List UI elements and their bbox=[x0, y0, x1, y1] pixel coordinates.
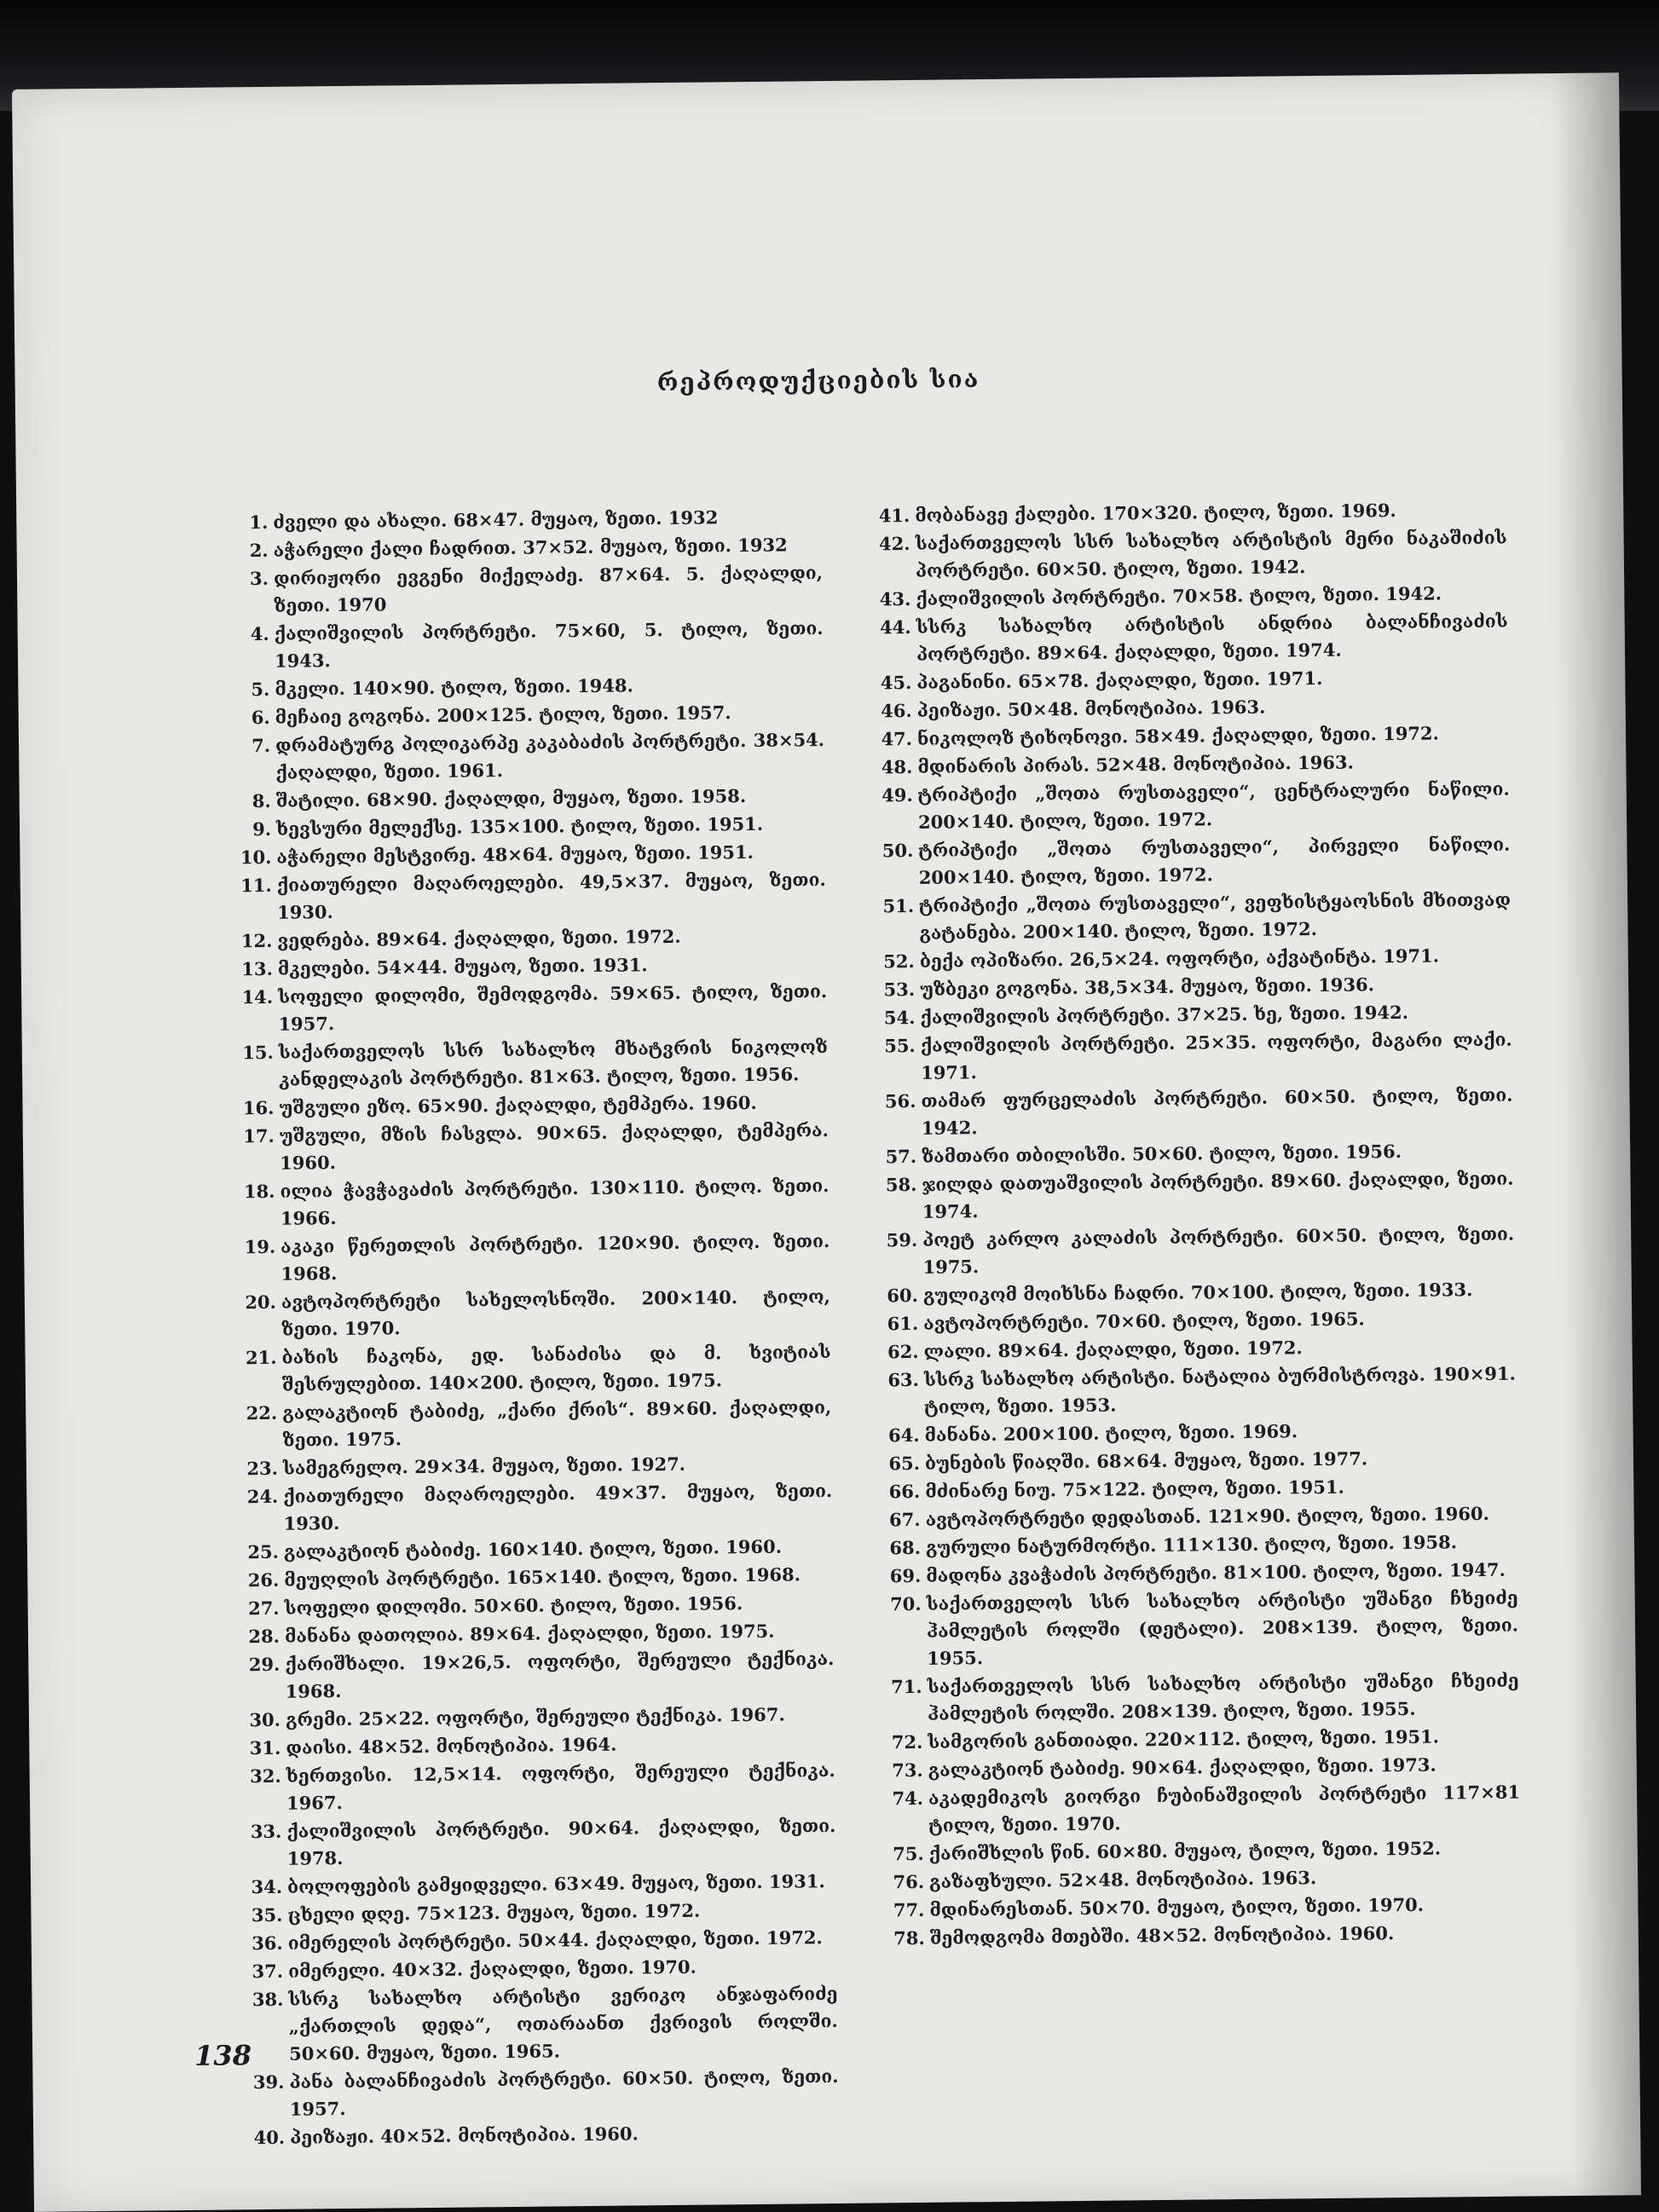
item-number: 19. bbox=[244, 1235, 276, 1258]
item-number: 64. bbox=[887, 1424, 920, 1447]
item-text: გალაკტიონ ტაბიძე. 90×64. ქაღალდი, ზეთი. 1973. bbox=[928, 1753, 1436, 1781]
list-item bbox=[246, 1645, 835, 1706]
item-number: 58. bbox=[885, 1173, 917, 1196]
item-number: 8. bbox=[251, 789, 271, 812]
item-text: ქარიშხალი. 19×26,5. ოფორტი, შერეული ტექნიკა. 1968. bbox=[285, 1648, 835, 1702]
list-item bbox=[242, 1338, 831, 1399]
item-number: 69. bbox=[889, 1564, 922, 1587]
item-text: გალაკტიონ ტაბიძე, „ქარი ქრის“. 89×60. ქაღალდი, ზეთი. 1975. bbox=[282, 1396, 832, 1451]
item-number: 22. bbox=[246, 1401, 278, 1424]
item-number: 72. bbox=[891, 1730, 923, 1753]
item-text: ილია ჭავჭავაძის პორტრეტი. 130×110. ტილო. ზეთი. 1966. bbox=[280, 1175, 830, 1229]
item-text: ძველი და ახალი. 68×47. მუყაო, ზეთი. 1932 bbox=[273, 506, 719, 533]
item-text: პეიზაჟი. 50×48. მონოტიპია. 1963. bbox=[916, 696, 1266, 721]
list-item bbox=[235, 615, 824, 675]
item-number: 6. bbox=[251, 706, 270, 729]
item-number: 31. bbox=[249, 1736, 281, 1759]
item-number: 47. bbox=[881, 727, 913, 750]
item-number: 29. bbox=[248, 1653, 280, 1676]
item-number: 2. bbox=[249, 539, 269, 562]
list-item bbox=[242, 1283, 831, 1343]
list-item bbox=[876, 524, 1507, 586]
item-number: 48. bbox=[881, 755, 913, 778]
item-text: სამეგრელო. 29×34. მუყაო, ზეთი. 1927. bbox=[282, 1453, 686, 1479]
item-text: ქალიშვილის პორტრეტი. 70×58. ტილო, ზეთი. 1942. bbox=[916, 582, 1442, 609]
item-number: 24. bbox=[246, 1485, 279, 1508]
item-number: 20. bbox=[245, 1291, 277, 1314]
item-text: მეჩაიე გოგონა. 200×125. ტილო, ზეთი. 1957. bbox=[275, 702, 731, 728]
item-number: 57. bbox=[885, 1145, 917, 1168]
item-text: პანა ბალანჩივაძის პორტრეტი. 60×50. ტილო, ზეთი. 1957. bbox=[289, 2065, 839, 2120]
list-item bbox=[238, 866, 827, 927]
item-number: 77. bbox=[893, 1898, 925, 1921]
item-number: 63. bbox=[887, 1368, 920, 1391]
item-text: საქართველოს სსრ სახალხო მხატვრის ნიკოლოზ კანდელაკის პორტრეტი. 81×63. ტილო, ზეთი. 1956. bbox=[278, 1036, 828, 1090]
list-item bbox=[240, 1117, 830, 1177]
list-item bbox=[882, 1026, 1513, 1088]
item-number: 23. bbox=[246, 1457, 279, 1480]
item-text: მადონა კვაჭაძის პორტრეტი. 81×100. ტილო, ზეთი. 1947. bbox=[926, 1558, 1506, 1586]
item-number: 73. bbox=[892, 1759, 923, 1782]
list-item bbox=[247, 1757, 836, 1817]
item-number: 16. bbox=[242, 1096, 275, 1119]
page-number: 138 bbox=[194, 2039, 252, 2072]
item-text: აკაკი წერეთლის პორტრეტი. 120×90. ტილო. ზეთი. 1968. bbox=[280, 1230, 830, 1285]
item-number: 52. bbox=[883, 950, 915, 973]
item-text: მდინარის პირას. 52×48. მონოტიპია. 1963. bbox=[917, 751, 1354, 777]
item-text: მდინარესთან. 50×70. მუყაო, ტილო, ზეთი. 1970. bbox=[929, 1893, 1425, 1920]
list-item bbox=[885, 1360, 1517, 1422]
item-number: 1. bbox=[249, 511, 269, 534]
item-text: მანანა დათოლია. 89×64. ქაღალდი, ზეთი. 1975. bbox=[284, 1620, 775, 1647]
list-item bbox=[247, 1812, 836, 1873]
item-number: 37. bbox=[251, 1960, 284, 1983]
item-number: 46. bbox=[881, 699, 912, 722]
list-item bbox=[879, 831, 1511, 892]
list-item bbox=[889, 1779, 1521, 1840]
item-text: ხევსური მელექსე. 135×100. ტილო, ზეთი. 1951. bbox=[275, 812, 764, 840]
item-text: ავტოპორტრეტი დედასთან. 121×90. ტილო, ზეთი. 1960. bbox=[925, 1502, 1489, 1530]
item-text: სამგორის განთიადი. 220×112. ტილო, ზეთი. 1951. bbox=[928, 1725, 1440, 1753]
list-item bbox=[240, 1033, 829, 1094]
item-text: ქარიშხლის წინ. 60×80. მუყაო, ტილო, ზეთი. 1952. bbox=[928, 1837, 1442, 1864]
item-number: 38. bbox=[251, 1988, 284, 2011]
item-text: ქალიშვილის პორტრეტი. 90×64. ქაღალდი, ზეთი. 1978. bbox=[286, 1814, 836, 1869]
item-text: უშგული ეზო. 65×90. ქაღალდი, ტემპერა. 1960. bbox=[279, 1091, 757, 1118]
list-item bbox=[887, 1585, 1519, 1673]
item-number: 11. bbox=[240, 874, 272, 897]
list-item bbox=[239, 978, 828, 1038]
item-number: 9. bbox=[252, 817, 272, 840]
item-number: 36. bbox=[251, 1932, 283, 1955]
item-text: ბუნების წიაღში. 68×64. მუყაო, ზეთი. 1977. bbox=[924, 1447, 1368, 1474]
item-number: 59. bbox=[886, 1228, 918, 1251]
item-number: 42. bbox=[878, 532, 910, 555]
item-number: 18. bbox=[243, 1180, 275, 1203]
item-number: 44. bbox=[879, 615, 911, 638]
item-number: 55. bbox=[884, 1034, 916, 1057]
item-text: ცხელი დღე. 75×123. მუყაო, ზეთი. 1972. bbox=[287, 1899, 701, 1926]
item-number: 4. bbox=[250, 622, 269, 645]
item-number: 60. bbox=[887, 1284, 919, 1307]
list-item bbox=[882, 1165, 1514, 1227]
item-text: უშგული, მზის ჩასვლა. 90×65. ქაღალდი, ტემპერა. 1960. bbox=[279, 1119, 829, 1174]
item-number: 67. bbox=[888, 1508, 921, 1531]
item-text: ქალიშვილის პორტრეტი. 37×25. ხე, ზეთი. 1942. bbox=[920, 1001, 1409, 1028]
list-item bbox=[250, 2063, 839, 2123]
item-number: 10. bbox=[240, 846, 272, 869]
item-number: 40. bbox=[253, 2126, 286, 2149]
item-text: ქალიშვილის პორტრეტი. 75×60, 5. ტილო, ზეთი. 1943. bbox=[274, 617, 824, 672]
item-text: მკელები. 54×44. მუყაო, ზეთი. 1931. bbox=[277, 954, 648, 979]
item-text: ქიათურელი მაღაროელები. 49,5×37. მუყაო, ზეთი. 1930. bbox=[276, 869, 826, 923]
item-number: 66. bbox=[888, 1480, 921, 1503]
item-number: 15. bbox=[242, 1041, 274, 1064]
item-number: 35. bbox=[251, 1903, 283, 1926]
item-text: სოფელი დილომი. 50×60. ტილო, ზეთი. 1956. bbox=[284, 1592, 743, 1619]
item-number: 61. bbox=[887, 1312, 919, 1335]
item-text: იმერელის პორტრეტი. 50×44. ქაღალდი, ზეთი. 1972. bbox=[287, 1926, 823, 1954]
item-number: 32. bbox=[250, 1764, 281, 1788]
item-number: 17. bbox=[243, 1124, 275, 1147]
item-number: 28. bbox=[248, 1625, 280, 1648]
list-item bbox=[880, 887, 1512, 948]
item-number: 25. bbox=[247, 1540, 280, 1563]
item-text: დრამატურგ პოლიკარპე კაკაბაძის პორტრეტი. 38×54. ქაღალდი, ზეთი. 1961. bbox=[275, 729, 825, 783]
item-number: 30. bbox=[249, 1708, 281, 1731]
item-text: გაზაფხული. 52×48. მონოტიპია. 1963. bbox=[928, 1867, 1317, 1892]
item-number: 49. bbox=[882, 783, 913, 806]
item-number: 26. bbox=[247, 1568, 280, 1591]
item-text: პოეტ კარლო კალაძის პორტრეტი. 60×50. ტილო, ზეთი. 1975. bbox=[922, 1222, 1515, 1278]
item-number: 12. bbox=[240, 929, 273, 952]
item-text: ვედრება. 89×64. ქაღალდი, ზეთი. 1972. bbox=[277, 925, 681, 951]
item-number: 51. bbox=[882, 894, 915, 917]
item-text: სსრკ სახალხო არტისტის ანდრია ბალანჩივაძის პორტრეტი. 89×64. ქაღალდი, ზეთი. 1974. bbox=[916, 609, 1508, 665]
item-text: აჭარელი ქალი ჩადრით. 37×52. მუყაო, ზეთი. 1932 bbox=[273, 534, 788, 561]
list-item bbox=[877, 608, 1509, 669]
item-number: 56. bbox=[884, 1089, 916, 1112]
list-item bbox=[234, 559, 824, 620]
item-number: 68. bbox=[889, 1536, 922, 1559]
item-number: 62. bbox=[887, 1340, 919, 1363]
item-number: 78. bbox=[893, 1926, 925, 1949]
item-text: გულიკომ მოიხსნა ჩადრი. 70×100. ტილო, ზეთი. 1933. bbox=[922, 1279, 1473, 1306]
item-text: გალაკტიონ ტაბიძე. 160×140. ტილო, ზეთი. 1960. bbox=[283, 1535, 783, 1562]
item-text: ნიკოლოზ ტიხონოვი. 58×49. ქაღალდი, ზეთი. 1972. bbox=[916, 722, 1440, 749]
book-page bbox=[12, 72, 1641, 2212]
item-text: სოფელი დილომი, შემოდგომა. 59×65. ტილო, ზეთი. 1957. bbox=[278, 980, 828, 1035]
item-text: ჯილდა დათუაშვილის პორტრეტი. 89×60. ქაღალდი, ზეთი. 1974. bbox=[922, 1167, 1514, 1222]
item-text: დირიჟორი ევგენი მიქელაძე. 87×64. 5. ქაღალდი, ზეთი. 1970 bbox=[273, 562, 824, 616]
item-number: 76. bbox=[893, 1870, 925, 1893]
item-text: საქართველოს სსრ სახალხო არტისტის მერი ნაკაშიძის პორტრეტი. 60×50. ტილო, ზეთი. 1942. bbox=[915, 526, 1507, 581]
item-text: მკელი. 140×90. ტილო, ზეთი. 1948. bbox=[275, 674, 633, 700]
item-number: 54. bbox=[883, 1006, 916, 1029]
item-text: უზბეკი გოგონა. 38,5×34. მუყაო, ზეთი. 1936. bbox=[919, 973, 1375, 1000]
item-text: ტრიპტიქი „შოთა რუსთაველი“, ვეფხისტყაოსნის მხითვად გატანება. 200×140. ტილო, ზეთი. 1972. bbox=[918, 888, 1512, 944]
item-text: ხერთვისი. 12,5×14. ოფორტი, შერეული ტექნიკა. 1967. bbox=[286, 1759, 835, 1814]
item-text: ზამთარი თბილისში. 50×60. ტილო, ზეთი. 1956. bbox=[922, 1141, 1402, 1167]
list-item bbox=[891, 1919, 1522, 1953]
item-text: ლალი. 89×64. ქაღალდი, ზეთი. 1972. bbox=[923, 1337, 1303, 1362]
list-item bbox=[883, 1221, 1515, 1282]
item-number: 34. bbox=[251, 1875, 283, 1898]
item-text: ტრიპტიქი „შოთა რუსთაველი“, ცენტრალური ნაწილი. 200×140. ტილო, ზეთი. 1972. bbox=[917, 777, 1510, 833]
item-number: 71. bbox=[891, 1675, 922, 1698]
item-number: 14. bbox=[241, 985, 274, 1008]
list-item bbox=[244, 1477, 833, 1538]
item-text: აჭარელი მესტვირე. 48×64. მუყაო, ზეთი. 1951. bbox=[276, 840, 754, 868]
item-text: ქალიშვილის პორტრეტი. 25×35. ოფორტი, მაგარი ლაქი. 1971. bbox=[920, 1028, 1512, 1083]
item-text: შატილი. 68×90. ქაღალდი, მუყაო, ზეთი. 1958. bbox=[275, 785, 747, 811]
item-text: პაგანინი. 65×78. ქაღალდი, ზეთი. 1971. bbox=[916, 667, 1323, 693]
list-item bbox=[879, 776, 1511, 837]
item-number: 39. bbox=[252, 2071, 285, 2094]
right-column-list bbox=[876, 496, 1522, 1954]
item-text: ავტოპორტრეტი. 70×60. ტილო, ზეთი. 1965. bbox=[923, 1308, 1365, 1334]
item-text: ტრიპტიქი „შოთა რუსთაველი“, პირველი ნაწილი. 200×140. ტილო, ზეთი. 1972. bbox=[918, 833, 1511, 888]
item-number: 41. bbox=[878, 504, 910, 527]
list-item bbox=[882, 1082, 1513, 1143]
item-text: მძინარე ნიუ. 75×122. ტილო, ზეთი. 1951. bbox=[925, 1476, 1344, 1502]
item-number: 21. bbox=[245, 1346, 277, 1369]
item-text: სსრკ სახალხო არტისტი ვერიკო ანჯაფარიძე „ქართლის დედა“, ოთარაანთ ქვრივის როლში. 50×60. მუყაო, ზეთი. 1965. bbox=[288, 1982, 838, 2065]
item-text: იმერელი. 40×32. ქაღალდი, ზეთი. 1970. bbox=[288, 1955, 697, 1982]
list-item bbox=[240, 1172, 830, 1233]
item-text: საქართველოს სსრ სახალხო არტისტი უშანგი ჩხეიძე ჰამლეტის როლში. 208×139. ტილო, ზეთი. 1955. bbox=[927, 1669, 1519, 1724]
item-number: 43. bbox=[879, 587, 911, 610]
item-number: 3. bbox=[249, 567, 269, 590]
item-text: შემოდგომა მთებში. 48×52. მონოტიპია. 1960. bbox=[929, 1922, 1395, 1949]
item-number: 7. bbox=[251, 734, 271, 757]
item-text: ქიათურელი მაღაროელები. 49×37. მუყაო, ზეთი. 1930. bbox=[283, 1480, 833, 1534]
item-number: 65. bbox=[888, 1452, 921, 1475]
item-number: 13. bbox=[241, 957, 273, 980]
item-number: 75. bbox=[893, 1842, 924, 1865]
item-text: ბექა ოპიზარი. 26,5×24. ოფორტი, აქვატინტა. 1971. bbox=[919, 944, 1440, 972]
item-number: 45. bbox=[880, 671, 912, 694]
item-number: 53. bbox=[883, 978, 916, 1001]
list-item bbox=[243, 1394, 832, 1454]
list-item bbox=[251, 2118, 839, 2151]
item-number: 5. bbox=[251, 678, 270, 701]
item-text: აკადემიკოს გიორგი ჩუბინაშვილის პორტრეტი 117×81 ტილო, ზეთი. 1970. bbox=[928, 1781, 1521, 1836]
item-text: გრემი. 25×22. ოფორტი, შერეული ტექნიკა. 1967. bbox=[285, 1703, 785, 1730]
page-spine-shadow bbox=[1551, 72, 1641, 2196]
item-number: 27. bbox=[247, 1597, 280, 1620]
item-text: მობანავე ქალები. 170×320. ტილო, ზეთი. 1969. bbox=[915, 500, 1396, 526]
list-item bbox=[236, 726, 825, 787]
item-text: თამარ ფურცელაძის პორტრეტი. 60×50. ტილო, ზეთი. 1942. bbox=[921, 1083, 1513, 1139]
item-text: ავტოპორტრეტი სახელოსნოში. 200×140. ტილო, ზეთი. 1970. bbox=[280, 1285, 831, 1340]
list-item bbox=[888, 1667, 1520, 1729]
item-text: საქართველოს სსრ სახალხო არტისტი უშანგი ჩხეიძე ჰამლეტის როლში (დეტალი). 208×139. ტილო, ზეთი. 1955. bbox=[926, 1586, 1519, 1669]
page-title: რეპროდუქციების სია bbox=[656, 365, 980, 397]
item-text: ბახის ჩაკონა, ედ. სანაძისა და მ. ხვიტიას შესრულებით. 140×200. ტილო, ზეთი. 1975. bbox=[281, 1341, 831, 1395]
item-text: სსრკ სახალხო არტისტი. ნატალია ბურმისტროვა. 190×91. ტილო, ზეთი. 1953. bbox=[923, 1362, 1516, 1418]
left-column-list bbox=[234, 503, 839, 2152]
item-number: 70. bbox=[889, 1592, 922, 1615]
list-item bbox=[249, 1980, 838, 2068]
item-text: გურული ნატურმორტი. 111×130. ტილო, ზეთი. 1958. bbox=[925, 1531, 1458, 1558]
item-text: პეიზაჟი. 40×52. მონოტიპია. 1960. bbox=[290, 2122, 639, 2148]
item-number: 33. bbox=[250, 1820, 282, 1843]
item-text: დაისი. 48×52. მონოტიპია. 1964. bbox=[286, 1733, 617, 1759]
item-text: მეუღლის პორტრეტი. 165×140. ტილო, ზეთი. 1968. bbox=[284, 1563, 801, 1591]
item-number: 50. bbox=[882, 839, 914, 862]
item-number: 74. bbox=[892, 1787, 924, 1810]
item-text: მანანა. 200×100. ტილო, ზეთი. 1969. bbox=[924, 1420, 1298, 1446]
item-text: ბოლოფების გამყიდველი. 63×49. მუყაო, ზეთი. 1931. bbox=[286, 1870, 825, 1897]
list-item bbox=[241, 1227, 830, 1288]
